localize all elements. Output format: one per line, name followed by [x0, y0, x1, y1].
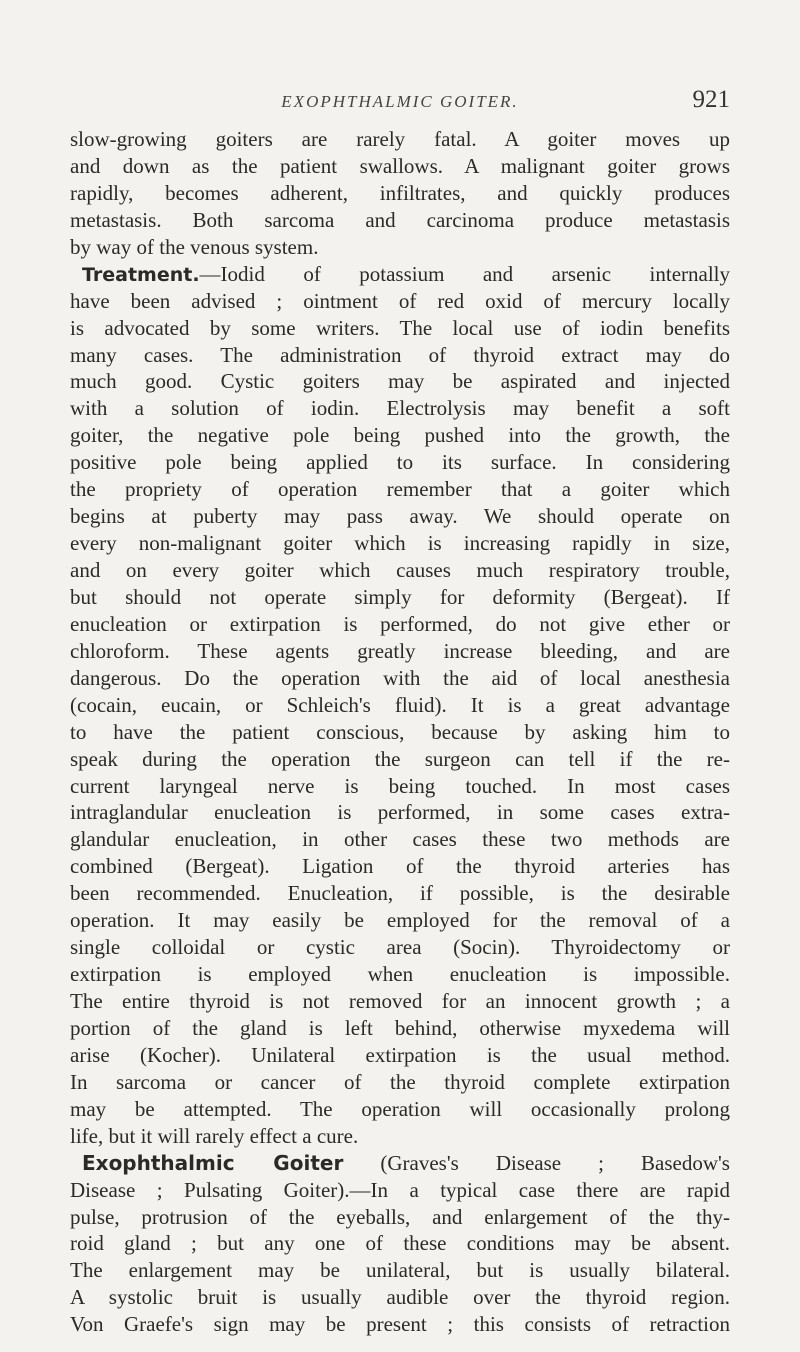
line-text: (Graves's Disease ; Basedow's — [343, 1150, 730, 1175]
text-line — [70, 1042, 730, 1069]
text-line — [70, 853, 730, 880]
text-line — [70, 1123, 730, 1150]
line-text: every non-malignant goiter which is increasing rapidly in size, — [70, 531, 730, 556]
text-line — [70, 638, 730, 665]
line-text: intraglandular enucleation is performed, in some cases extra- — [70, 800, 730, 825]
text-line — [70, 799, 730, 826]
line-text: the propriety of operation remember that a goiter which — [70, 477, 730, 502]
text-line — [70, 934, 730, 961]
text-line — [70, 180, 730, 207]
text-line — [70, 1096, 730, 1123]
text-line — [70, 261, 730, 288]
line-text: and on every goiter which causes much respiratory trouble, — [70, 558, 730, 582]
line-text: may be attempted. The operation will occasionally prolong — [70, 1096, 730, 1121]
text-line — [70, 988, 730, 1015]
text-line — [70, 557, 730, 584]
text-line — [70, 315, 730, 342]
line-text: extirpation is employed when enucleation is impossible. — [70, 962, 730, 987]
text-line — [70, 1284, 730, 1311]
text-line — [70, 395, 730, 422]
text-line — [70, 584, 730, 611]
line-text: metastasis. Both sarcoma and carcinoma produce metastasis — [70, 207, 730, 232]
text-line — [70, 1230, 730, 1257]
running-head — [70, 86, 730, 118]
line-text: begins at puberty may pass away. We should operate on — [70, 504, 730, 529]
section-heading: Exophthalmic Goiter — [82, 1150, 344, 1175]
line-text: but should not operate simply for deformity (Bergeat). If — [70, 584, 730, 609]
line-text: enucleation or extirpation is performed, do not give ether or — [70, 611, 730, 636]
line-text: The entire thyroid is not removed for an innocent growth ; a — [70, 989, 730, 1013]
line-text: rapidly, becomes adherent, infiltrates, and quickly produces — [70, 180, 730, 205]
line-text: operation. It may easily be employed for the removal of a — [70, 908, 730, 933]
text-line — [70, 692, 730, 719]
text-line — [70, 1177, 730, 1204]
text-line — [70, 719, 730, 746]
line-text: life, but it will rarely effect a cure. — [70, 1123, 359, 1148]
line-text: slow-growing goiters are rarely fatal. A goiter moves up — [70, 127, 730, 151]
text-line — [70, 826, 730, 853]
section-heading: Treatment. — [82, 263, 200, 286]
text-line — [70, 153, 730, 180]
line-text: chloroform. These agents greatly increase bleeding, and are — [70, 638, 730, 663]
line-text: glandular enucleation, in other cases these two methods are — [70, 827, 730, 852]
line-text: dangerous. Do the operation with the aid of local anesthesia — [70, 665, 730, 690]
line-text: —Iodid of potassium and arsenic internally — [199, 261, 730, 286]
running-title: EXOPHTHALMIC GOITER. — [281, 92, 519, 111]
line-text: is advocated by some writers. The local use of iodin benefits — [70, 315, 730, 340]
line-text: In sarcoma or cancer of the thyroid complete extirpation — [70, 1069, 730, 1094]
text-line — [70, 961, 730, 988]
line-text: (cocain, eucain, or Schleich's fluid). It is a great advantage — [70, 692, 730, 717]
text-line — [70, 234, 730, 261]
line-text: current laryngeal nerve is being touched. In most cases — [70, 773, 730, 798]
line-text: and down as the patient swallows. A malignant goiter grows — [70, 153, 730, 178]
text-line — [70, 449, 730, 476]
text-line — [70, 422, 730, 449]
line-text: positive pole being applied to its surface. In considering — [70, 450, 730, 475]
text-line — [70, 476, 730, 503]
body-text — [70, 126, 730, 1338]
text-line — [70, 746, 730, 773]
line-text: by way of the venous system. — [70, 234, 319, 259]
line-text: Von Graefe's sign may be present ; this consists of retraction — [70, 1312, 730, 1337]
text-line — [70, 503, 730, 530]
text-line — [70, 907, 730, 934]
text-line — [70, 665, 730, 692]
line-text: have been advised ; ointment of red oxid of mercury locally — [70, 288, 730, 313]
line-text: been recommended. Enucleation, if possible, is the desirable — [70, 881, 730, 906]
line-text: much good. Cystic goiters may be aspirated and injected — [70, 369, 730, 394]
line-text: speak during the operation the surgeon can tell if the re- — [70, 746, 730, 771]
text-line — [70, 368, 730, 395]
line-text: A systolic bruit is usually audible over the thyroid region. — [70, 1285, 730, 1310]
text-line — [70, 207, 730, 234]
text-line — [70, 1204, 730, 1231]
line-text: The enlargement may be unilateral, but is usually bilateral. — [70, 1258, 730, 1283]
line-text: many cases. The administration of thyroid extract may do — [70, 342, 730, 367]
text-line — [70, 880, 730, 907]
text-line — [70, 1257, 730, 1284]
line-text: Disease ; Pulsating Goiter).—In a typical case there are rapid — [70, 1177, 730, 1202]
line-text: arise (Kocher). Unilateral extirpation is the usual method. — [70, 1042, 730, 1067]
text-line — [70, 1150, 730, 1177]
text-line — [70, 1015, 730, 1042]
text-line — [70, 342, 730, 369]
line-text: single colloidal or cystic area (Socin). Thyroidectomy or — [70, 935, 730, 960]
line-text: combined (Bergeat). Ligation of the thyroid arteries has — [70, 854, 730, 879]
line-text: to have the patient conscious, because by asking him to — [70, 719, 730, 744]
page-number: 921 — [692, 86, 730, 113]
line-text: with a solution of iodin. Electrolysis may benefit a soft — [70, 396, 730, 421]
text-line — [70, 288, 730, 315]
line-text: roid gland ; but any one of these conditions may be absent. — [70, 1231, 730, 1256]
line-text: portion of the gland is left behind, otherwise myxedema will — [70, 1015, 730, 1040]
line-text: goiter, the negative pole being pushed into the growth, the — [70, 423, 730, 448]
text-line — [70, 773, 730, 800]
text-line — [70, 1069, 730, 1096]
line-text: pulse, protrusion of the eyeballs, and enlargement of the thy- — [70, 1204, 730, 1229]
text-line — [70, 126, 730, 153]
text-line — [70, 530, 730, 557]
text-line — [70, 1311, 730, 1338]
text-line — [70, 611, 730, 638]
